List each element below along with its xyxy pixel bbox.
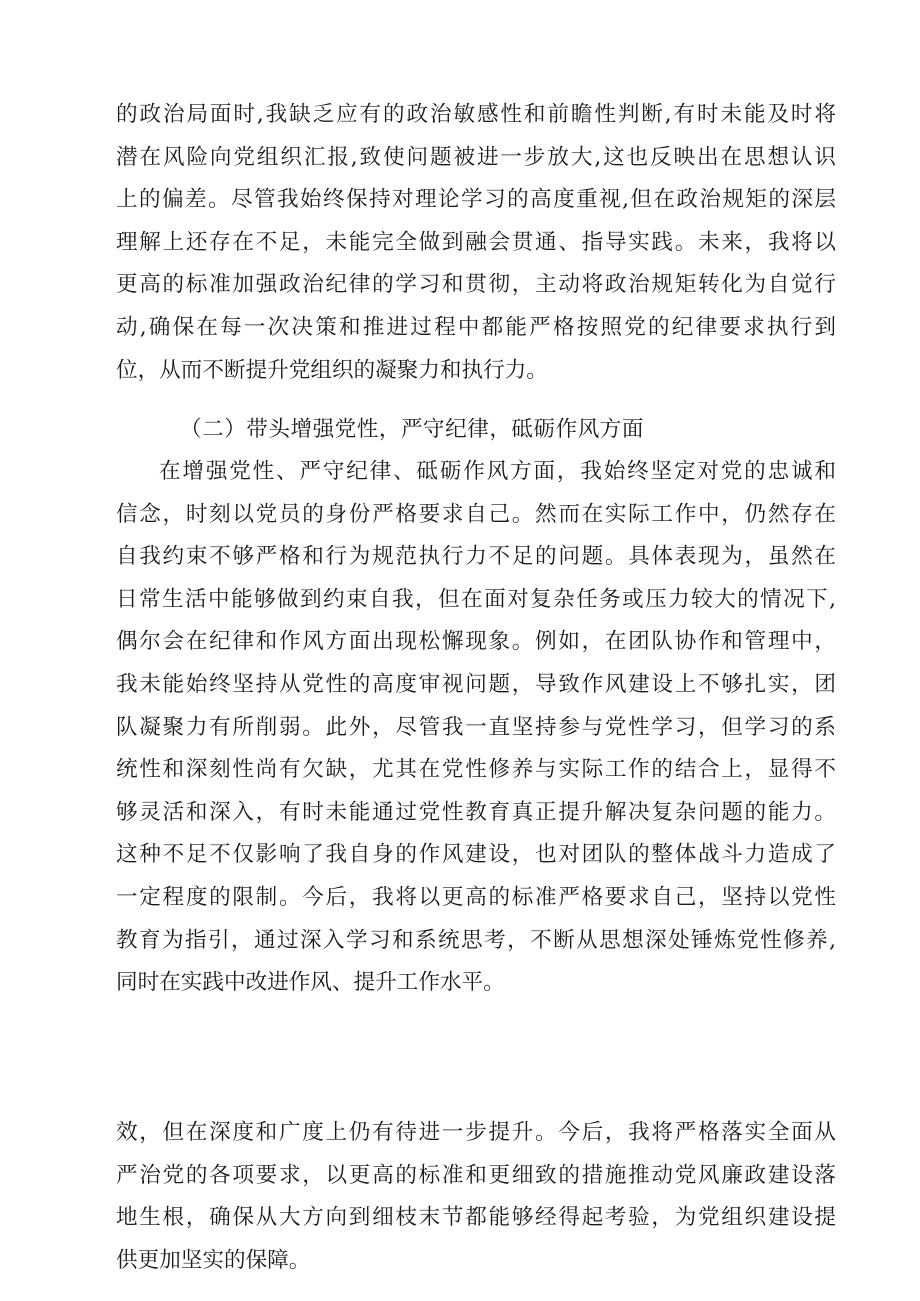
text-line: 够灵活和深入，有时未能通过党性教育真正提升解决复杂问题的能力。	[116, 799, 836, 825]
text-line: 这种不足不仅影响了我自身的作风建设，也对团队的整体战斗力造成了	[116, 842, 836, 868]
text-line: 一定程度的限制。今后，我将以更高的标准严格要求自己，坚持以党性	[116, 884, 836, 910]
text-line: 地生根，确保从大方向到细枝末节都能够经得起考验，为党组织建设提	[116, 1205, 836, 1231]
text-line: 潜在风险向党组织汇报,致使问题被进一步放大,这也反映出在思想认识	[116, 144, 836, 170]
text-line: 在增强党性、严守纪律、砥砺作风方面，我始终坚定对党的忠诚和	[159, 459, 836, 484]
text-line: 自我约束不够严格和行为规范执行力不足的问题。具体表现为，虽然在	[116, 544, 836, 570]
text-line: 统性和深刻性尚有欠缺，尤其在党性修养与实际工作的结合上，显得不	[116, 757, 836, 783]
text-line: 的政治局面时,我缺乏应有的政治敏感性和前瞻性判断,有时未能及时将	[116, 102, 836, 127]
text-line: 供更加坚实的保障。	[116, 1247, 311, 1273]
section-heading: （二）带头增强党性，严守纪律，砥砺作风方面	[180, 417, 644, 442]
paragraph-strict-governance	[116, 1112, 836, 1282]
text-line: 日常生活中能够做到约束自我，但在面对复杂任务或压力较大的情况下,	[116, 586, 836, 612]
text-line: 队凝聚力有所削弱。此外，尽管我一直坚持参与党性学习，但学习的系	[116, 714, 836, 740]
text-line: 教育为指引，通过深入学习和系统思考，不断从思想深处锤炼党性修养,	[116, 927, 836, 953]
text-line: 效，但在深度和广度上仍有待进一步提升。今后，我将严格落实全面从	[116, 1120, 836, 1145]
text-line: 偶尔会在纪律和作风方面出现松懈现象。例如，在团队协作和管理中，	[116, 629, 836, 655]
text-line: 信念，时刻以党员的身份严格要求自己。然而在实际工作中，仍然存在	[116, 501, 836, 527]
text-line: 上的偏差。尽管我始终保持对理论学习的高度重视,但在政治规矩的深层	[116, 187, 836, 213]
paragraph-party-spirit	[116, 451, 836, 1005]
text-line: 同时在实践中改进作风、提升工作水平。	[116, 970, 505, 996]
text-line: 位，从而不断提升党组织的凝聚力和执行力。	[116, 357, 548, 383]
paragraph-political-discipline	[116, 94, 836, 392]
text-line: 理解上还存在不足，未能完全做到融会贯通、指导实践。未来，我将以	[116, 229, 836, 255]
text-line: 我未能始终坚持从党性的高度审视问题，导致作风建设上不够扎实，团	[116, 671, 836, 697]
text-line: 更高的标准加强政治纪律的学习和贯彻，主动将政治规矩转化为自觉行	[116, 272, 836, 298]
text-line: 动,确保在每一次决策和推进过程中都能严格按照党的纪律要求执行到	[116, 314, 836, 340]
text-line: 严治党的各项要求，以更高的标准和更细致的措施推动党风廉政建设落	[116, 1162, 836, 1188]
